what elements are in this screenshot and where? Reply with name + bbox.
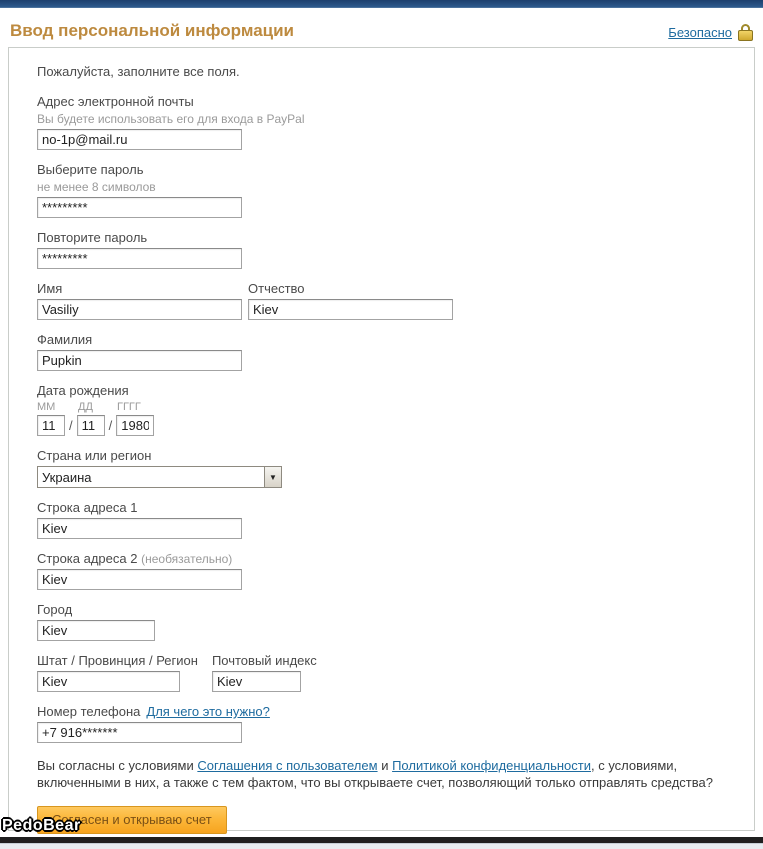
phone-field-group xyxy=(37,704,726,743)
last-name-input[interactable] xyxy=(37,350,242,371)
date-separator: / xyxy=(108,418,113,433)
agreement-part1: Вы согласны с условиями xyxy=(37,758,198,773)
privacy-policy-link[interactable]: Политикой конфиденциальности xyxy=(392,758,591,773)
page-header xyxy=(0,8,763,47)
email-field-group xyxy=(37,94,726,150)
password-repeat-label: Повторите пароль xyxy=(37,230,148,245)
country-label: Страна или регион xyxy=(37,448,152,463)
year-sublabel: ГГГГ xyxy=(117,401,141,413)
first-name-field-group xyxy=(37,281,242,320)
password-repeat-field-group xyxy=(37,230,726,269)
address2-input[interactable] xyxy=(37,569,242,590)
password-input[interactable] xyxy=(37,197,242,218)
state-postal-row xyxy=(37,653,726,692)
address1-label: Строка адреса 1 xyxy=(37,500,138,515)
personal-info-form xyxy=(8,47,755,831)
password-label: Выберите пароль xyxy=(37,162,144,177)
phone-help-link[interactable]: Для чего это нужно? xyxy=(146,704,270,719)
chevron-down-icon[interactable]: ▼ xyxy=(264,467,281,487)
postal-code-input[interactable] xyxy=(212,671,301,692)
country-select-value: Украина xyxy=(42,469,92,485)
middle-name-input[interactable] xyxy=(248,299,453,320)
state-input[interactable] xyxy=(37,671,180,692)
password-repeat-input[interactable] xyxy=(37,248,242,269)
user-agreement-link[interactable]: Соглашения с пользователем xyxy=(197,758,378,773)
phone-label: Номер телефона xyxy=(37,704,141,719)
last-name-label: Фамилия xyxy=(37,332,93,347)
address1-field-group xyxy=(37,500,726,539)
country-select[interactable] xyxy=(37,466,282,488)
country-field-group xyxy=(37,448,726,488)
password-field-group xyxy=(37,162,726,218)
lock-body xyxy=(738,30,753,41)
birth-day-input[interactable] xyxy=(77,415,105,436)
postal-code-label: Почтовый индекс xyxy=(211,653,317,668)
month-sublabel: ММ xyxy=(37,401,56,413)
phone-label-row xyxy=(37,704,726,719)
first-name-input[interactable] xyxy=(37,299,242,320)
postal-code-field-group xyxy=(212,653,317,692)
birth-date-field-group xyxy=(37,383,726,436)
agree-and-open-account-button[interactable]: Согласен и открываю счет xyxy=(37,806,227,834)
intro-text: Пожалуйста, заполните все поля. xyxy=(37,64,240,79)
state-field-group xyxy=(37,653,198,692)
day-sublabel: ДД xyxy=(78,401,93,413)
city-label: Город xyxy=(37,602,73,617)
birth-date-inputs xyxy=(37,415,726,436)
lock-icon xyxy=(737,24,753,41)
email-label: Адрес электронной почты xyxy=(37,94,194,109)
agreement-text xyxy=(37,757,726,791)
middle-name-label: Отчество xyxy=(248,281,305,296)
agreement-part2: и xyxy=(377,758,393,773)
state-label: Штат / Провинция / Регион xyxy=(37,653,198,668)
agreement-part3: , с условиями, включенными в них, а также с тем фактом, что вы открываете счет, позволяющий только отправлять средства? xyxy=(37,758,713,790)
middle-name-field-group xyxy=(248,281,453,320)
phone-input[interactable] xyxy=(37,722,242,743)
birth-year-input[interactable] xyxy=(116,415,154,436)
name-row xyxy=(37,281,726,320)
city-field-group xyxy=(37,602,726,641)
watermark-text: PedoBear xyxy=(2,817,81,834)
address2-optional-note: (необязательно) xyxy=(141,552,233,566)
password-hint: не менее 8 символов xyxy=(37,180,156,194)
first-name-label: Имя xyxy=(37,281,63,296)
secure-link[interactable]: Безопасно xyxy=(668,25,732,40)
birth-month-input[interactable] xyxy=(37,415,65,436)
last-name-field-group xyxy=(37,332,726,371)
email-hint: Вы будете использовать его для входа в PayPal xyxy=(37,112,305,126)
address2-label-text: Строка адреса 2 xyxy=(37,551,138,566)
secure-area xyxy=(668,24,753,41)
email-input[interactable] xyxy=(37,129,242,150)
address2-label xyxy=(37,551,726,566)
date-separator: / xyxy=(69,418,73,433)
birth-date-sublabels xyxy=(37,401,726,413)
city-input[interactable] xyxy=(37,620,155,641)
birth-date-label: Дата рождения xyxy=(37,383,129,398)
address2-field-group xyxy=(37,551,726,590)
footer-light-strip xyxy=(0,843,763,849)
top-nav-bar xyxy=(0,0,763,8)
address1-input[interactable] xyxy=(37,518,242,539)
page-title: Ввод персональной информации xyxy=(10,21,294,40)
